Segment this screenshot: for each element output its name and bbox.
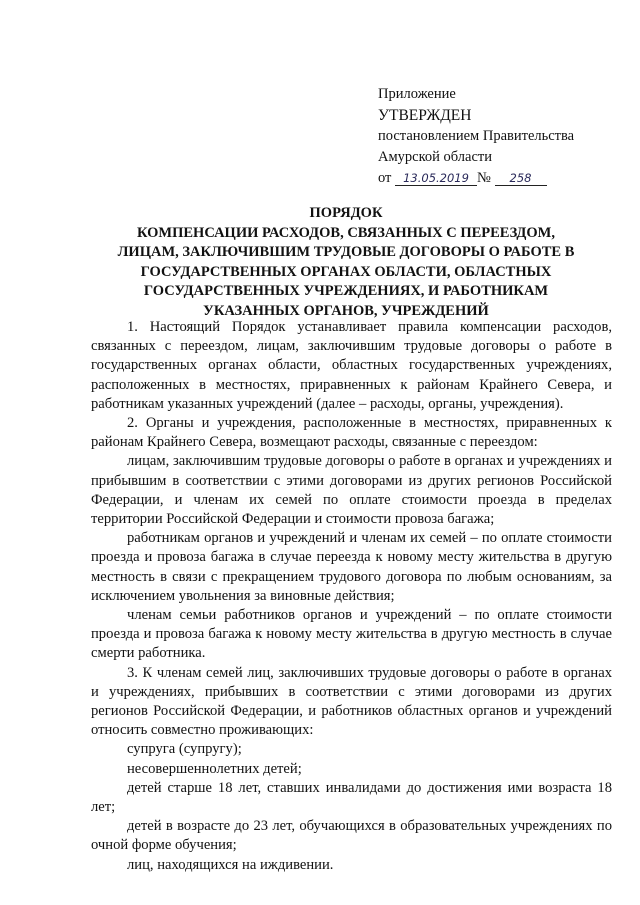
date-number-line bbox=[378, 168, 618, 189]
document-body bbox=[91, 318, 612, 875]
family-member-students: детей в возрасте до 23 лет, обучающихся в образовательных учреждениях по очной форме обучения; bbox=[91, 818, 612, 854]
paragraph-1: 1. Настоящий Порядок устанавливает правила компенсации расходов, связанных с переездом, лицам, заключившим трудовые договоры о работе в государственных органах области, областных государственных учреждениях, расположенных в местностях, приравненных к районам Крайнего Севера, и работникам указанных учреждений (далее – расходы, органы, учреждения). bbox=[91, 319, 612, 412]
number-sign: № bbox=[477, 170, 491, 186]
family-member-spouse: супруга (супругу); bbox=[127, 741, 242, 758]
handwritten-number: 258 bbox=[495, 171, 547, 186]
family-member-disabled: детей старше 18 лет, ставших инвалидами до достижения ими возраста 18 лет; bbox=[91, 779, 612, 816]
date-prefix: от bbox=[378, 170, 392, 186]
approval-block bbox=[378, 84, 618, 189]
paragraph-2: 2. Органы и учреждения, расположенные в местностях, приравненных к районам Крайнего Севера, возмещают расходы, связанные с переездом: bbox=[91, 415, 612, 451]
handwritten-date: 13.05.2019 bbox=[395, 171, 477, 186]
paragraph-2-item-relocation: работникам органов и учреждений и членам их семей – по оплате стоимости проезда и провоза багажа в случае переезда к новому месту жительства в другую местность в связи с прекращением трудового договора по любым основаниям, за исключением увольнения за виновные действия; bbox=[91, 530, 612, 604]
paragraph-2-item-arrivals: лицам, заключившим трудовые договоры о работе в органах и учреждениях и прибывшим в соответствии с этими договорами из других регионов Российской Федерации, и членам их семей по оплате стоимости проезда в пределах территории Российской Федерации и стоимости провоза багажа; bbox=[91, 453, 612, 528]
title-line: ПОРЯДОК bbox=[309, 205, 383, 221]
paragraph-2-item-death: членам семьи работников органов и учреждений – по оплате стоимости проезда и провоза багажа к новому месту жительства в другую местность в случае смерти работника. bbox=[91, 607, 612, 662]
title-line: ЛИЦАМ, ЗАКЛЮЧИВШИМ ТРУДОВЫЕ ДОГОВОРЫ О РАБОТЕ В bbox=[117, 244, 575, 261]
family-member-dependents: лиц, находящихся на иждивении. bbox=[127, 856, 334, 873]
approved-label: УТВЕРЖДЕН bbox=[378, 107, 472, 124]
approved-by: постановлением Правительства bbox=[378, 128, 575, 144]
title-line: ГОСУДАРСТВЕННЫХ ОРГАНАХ ОБЛАСТИ, ОБЛАСТНЫХ bbox=[140, 263, 552, 280]
title-line: ГОСУДАРСТВЕННЫХ УЧРЕЖДЕНИЯХ, И РАБОТНИКАМ bbox=[143, 283, 549, 300]
appendix-label: Приложение bbox=[378, 86, 456, 102]
title-line: УКАЗАННЫХ ОРГАНОВ, УЧРЕЖДЕНИЙ bbox=[203, 302, 489, 319]
family-member-minors: несовершеннолетних детей; bbox=[127, 760, 302, 777]
approved-region: Амурской области bbox=[378, 149, 492, 165]
document-title bbox=[96, 204, 596, 322]
title-line: КОМПЕНСАЦИИ РАСХОДОВ, СВЯЗАННЫХ С ПЕРЕЕЗДОМ, bbox=[136, 224, 555, 241]
paragraph-3: 3. К членам семей лиц, заключивших трудовые договоры о работе в органах и учреждениях, прибывших в соответствии с этими договорами из других регионов Российской Федерации, и работников областных органов и учреждений относить совместно проживающих: bbox=[91, 664, 612, 739]
